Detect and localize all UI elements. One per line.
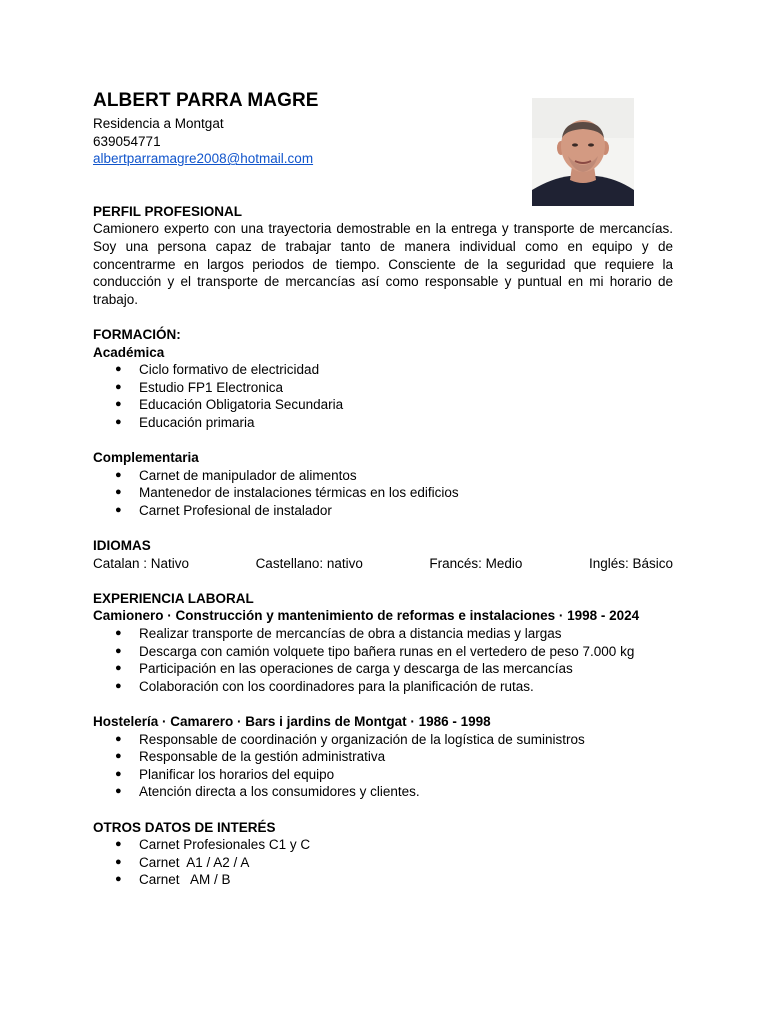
list-item	[93, 731, 673, 749]
list-item-text: Educación primaria	[139, 414, 255, 430]
bullet-icon: ●	[115, 415, 122, 428]
bullet-icon: ●	[115, 398, 122, 411]
list-item-text: Atención directa a los consumidores y clientes.	[139, 784, 420, 800]
other-list	[93, 836, 673, 889]
bullet-icon: ●	[115, 767, 122, 780]
bullet-icon: ●	[115, 873, 122, 886]
bullet-icon: ●	[115, 644, 122, 657]
bullet-icon: ●	[115, 468, 122, 481]
language-castellano: Castellano: nativo	[255, 555, 363, 571]
list-item-text: Carnet de manipulador de alimentos	[139, 467, 357, 483]
list-item	[93, 396, 673, 414]
list-item	[93, 678, 673, 696]
list-item-text: Carnet Profesional de instalador	[139, 502, 332, 518]
resume-document	[93, 90, 673, 889]
list-item	[93, 854, 673, 872]
list-item-text: Participación en las operaciones de carga y descarga de las mercancías	[139, 661, 573, 677]
language-ingles: Inglés: Básico	[588, 555, 673, 571]
list-item-text: Realizar transporte de mercancías de obra a distancia medias y largas	[139, 626, 562, 642]
list-item-text: Colaboración con los coordinadores para la planificación de rutas.	[139, 678, 534, 694]
languages-row	[93, 555, 673, 573]
job-duties-list	[93, 731, 673, 801]
list-item	[93, 643, 673, 661]
list-item	[93, 414, 673, 432]
complementary-list	[93, 467, 673, 520]
list-item-text: Planificar los horarios del equipo	[139, 766, 335, 782]
list-item-text: Educación Obligatoria Secundaria	[139, 397, 344, 413]
phone-text: 639054771	[93, 133, 161, 149]
bullet-icon: ●	[115, 363, 122, 376]
bullet-icon: ●	[115, 662, 122, 675]
experience-section-title: EXPERIENCIA LABORAL	[93, 590, 254, 606]
language-frances: Francés: Medio	[429, 555, 523, 571]
list-item	[93, 625, 673, 643]
job-duties-list	[93, 625, 673, 695]
academic-subtitle: Académica	[93, 344, 165, 360]
list-item-text: Descarga con camión volquete tipo bañera runas en el vertedero de peso 7.000 kg	[139, 643, 635, 659]
list-item	[93, 766, 673, 784]
bullet-icon: ●	[115, 785, 122, 798]
list-item	[93, 660, 673, 678]
list-item-text: Carnet AM / B	[139, 872, 231, 888]
bullet-icon: ●	[115, 486, 122, 499]
list-item	[93, 361, 673, 379]
list-item	[93, 467, 673, 485]
email-link[interactable]: albertparramagre2008@hotmail.com	[93, 151, 314, 167]
list-item	[93, 836, 673, 854]
bullet-icon: ●	[115, 380, 122, 393]
academic-list	[93, 361, 673, 431]
education-section-title: FORMACIÓN:	[93, 326, 181, 342]
bullet-icon: ●	[115, 732, 122, 745]
bullet-icon: ●	[115, 503, 122, 516]
list-item-text: Estudio FP1 Electronica	[139, 379, 284, 395]
list-item	[93, 748, 673, 766]
complementary-subtitle: Complementaria	[93, 450, 199, 466]
list-item	[93, 871, 673, 889]
list-item	[93, 502, 673, 520]
bullet-icon: ●	[115, 855, 122, 868]
bullet-icon: ●	[115, 679, 122, 692]
bullet-icon: ●	[115, 838, 122, 851]
bullet-icon: ●	[115, 750, 122, 763]
language-catalan: Catalan : Nativo	[93, 555, 190, 571]
list-item-text: Mantenedor de instalaciones térmicas en los edificios	[139, 485, 459, 501]
list-item-text: Ciclo formativo de electricidad	[139, 362, 320, 378]
list-item	[93, 783, 673, 801]
job-heading: Hostelería · Camarero · Bars i jardins de Montgat · 1986 - 1998	[93, 714, 491, 729]
list-item-text: Responsable de coordinación y organización de la logística de suministros	[139, 731, 585, 747]
list-item	[93, 484, 673, 502]
list-item-text: Responsable de la gestión administrativa	[139, 749, 386, 765]
languages-section-title: IDIOMAS	[93, 538, 151, 554]
list-item	[93, 379, 673, 397]
bullet-icon: ●	[115, 627, 122, 640]
list-item-text: Carnet A1 / A2 / A	[139, 854, 250, 870]
profile-section-title: PERFIL PROFESIONAL	[93, 203, 243, 219]
list-item-text: Carnet Profesionales C1 y C	[139, 837, 311, 853]
candidate-name: ALBERT PARRA MAGRE	[93, 90, 319, 111]
other-section-title: OTROS DATOS DE INTERÉS	[93, 819, 276, 835]
job-heading: Camionero · Construcción y mantenimiento de reformas e instalaciones · 1998 - 2024	[93, 608, 640, 624]
profile-text: Camionero experto con una trayectoria demostrable en la entrega y transporte de mercancías. Soy una persona capaz de trabajar tanto de manera individual como en equipo y de concentrarme en largos periodos de tiempo. Consciente de la seguridad que requiere la conducción y el transporte de mercancías así como responsable y puntual en mi horario de trabajo.	[93, 221, 673, 307]
residence-text: Residencia a Montgat	[93, 116, 224, 131]
